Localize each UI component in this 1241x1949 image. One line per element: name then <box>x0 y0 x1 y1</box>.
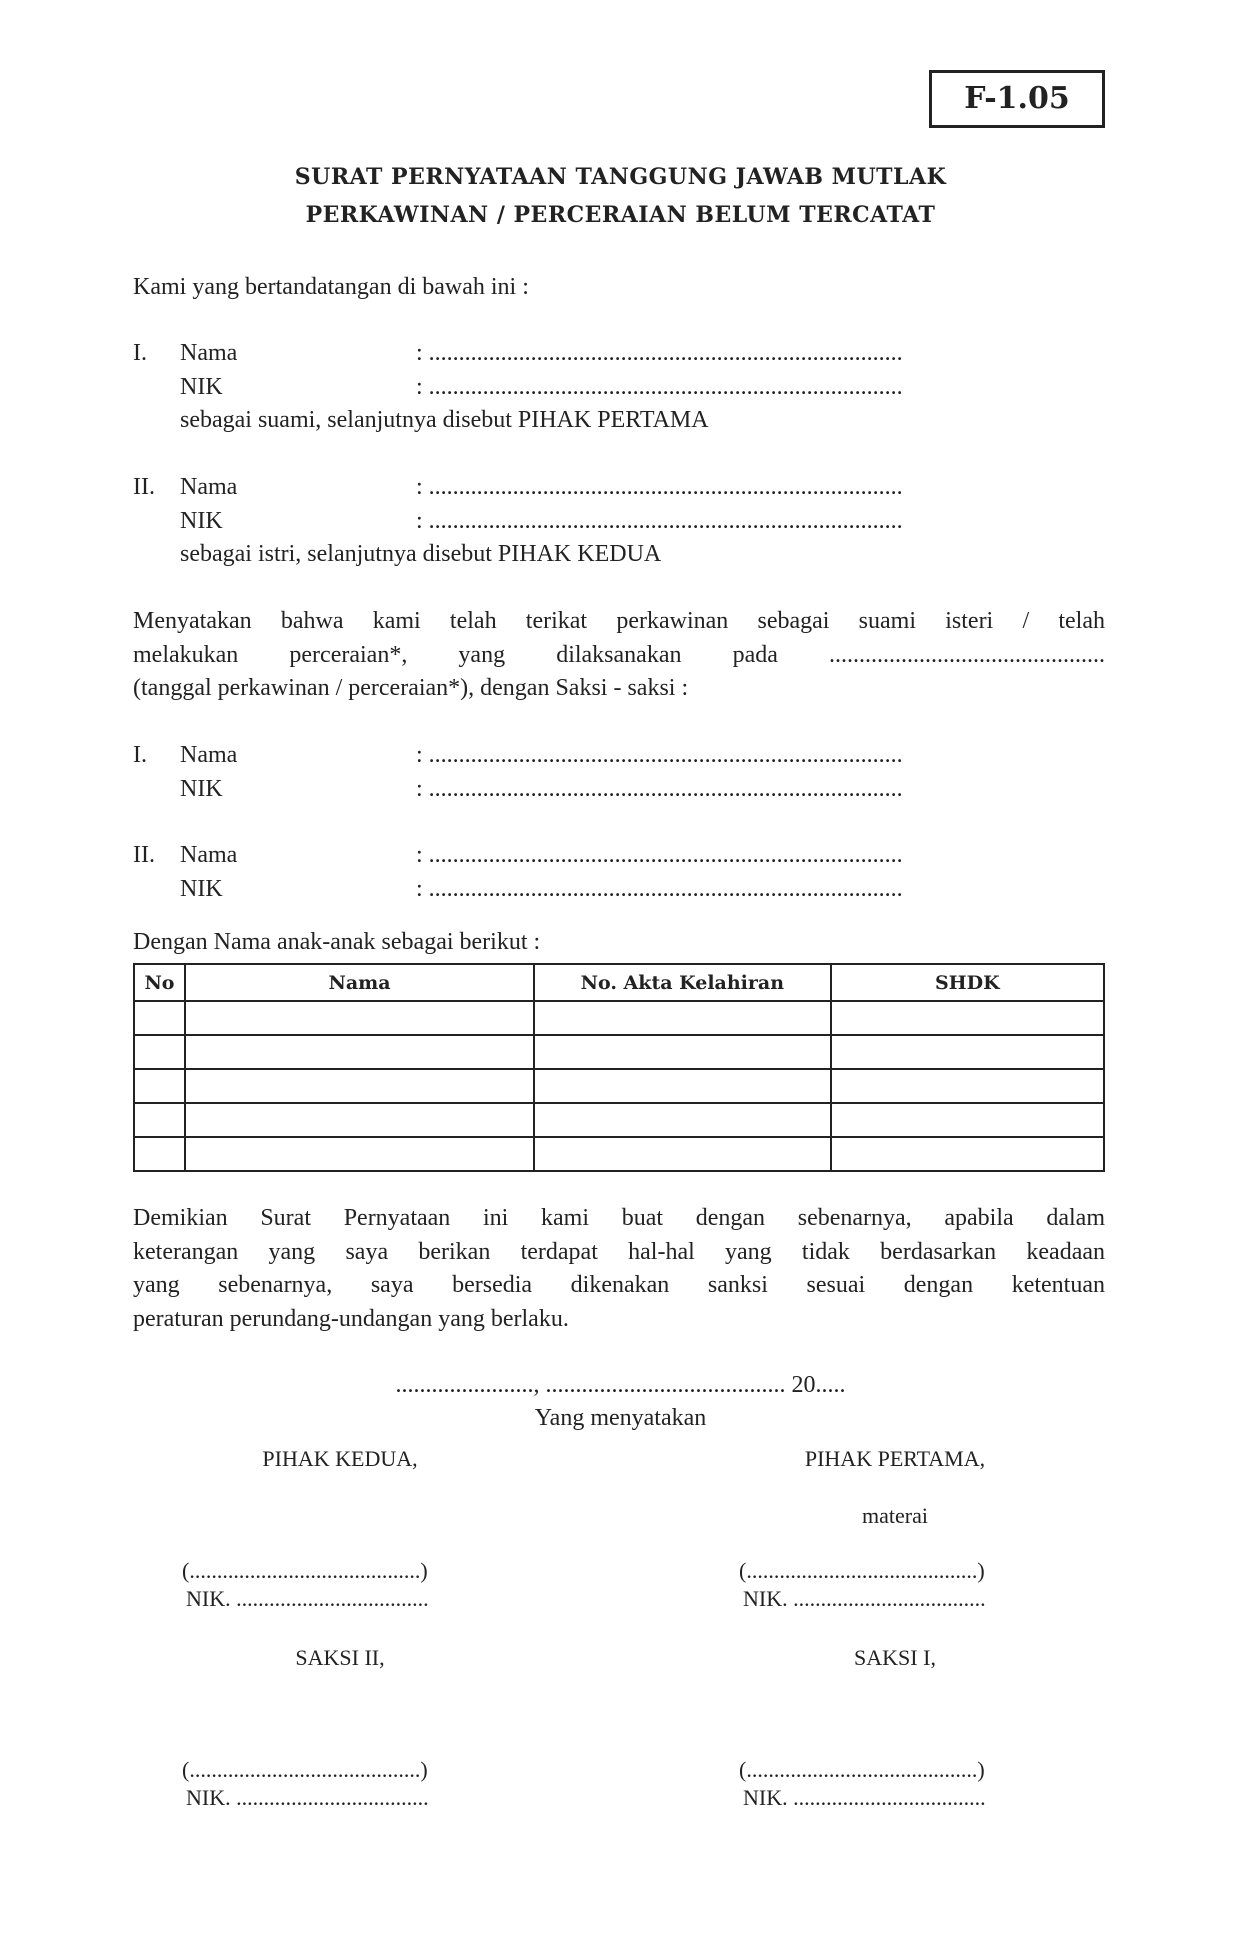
column-header-no: No <box>134 964 185 1001</box>
table-cell[interactable] <box>534 1001 830 1035</box>
page-title-line-1: SURAT PERNYATAAN TANGGUNG JAWAB MUTLAK <box>294 164 947 190</box>
party-2-nik-row <box>133 506 1063 536</box>
table-cell[interactable] <box>185 1035 534 1069</box>
witness-1-nik-label: NIK <box>180 776 223 802</box>
party-2-role: sebagai istri, selanjutnya disebut PIHAK KEDUA <box>180 541 662 567</box>
table-row <box>134 1137 1104 1171</box>
table-cell[interactable] <box>134 1001 185 1035</box>
table-cell[interactable] <box>831 1103 1104 1137</box>
party-1-nik-field[interactable]: : ............................................................................... <box>416 374 903 400</box>
party-2-name-label: Nama <box>180 474 238 500</box>
witness-1-nik-row <box>133 774 1063 804</box>
table-cell[interactable] <box>534 1035 830 1069</box>
witness-2-name-row <box>133 840 1063 870</box>
children-table <box>133 963 1105 1172</box>
page-title-line-2: PERKAWINAN / PERCERAIAN BELUM TERCATAT <box>305 202 936 228</box>
witness-1-nik-field[interactable]: : ............................................................................... <box>416 776 903 802</box>
witness-1-name-label: Nama <box>180 742 238 768</box>
closing-line: yang sebenarnya, saya bersedia dikenakan sanksi sesuai dengan ketentuan <box>133 1272 1105 1298</box>
party-1-nik-row <box>133 372 1063 402</box>
table-cell[interactable] <box>534 1069 830 1103</box>
party-1-name-row <box>133 338 1063 368</box>
pihak-kedua-nik-field[interactable]: NIK. ................................... <box>186 1586 429 1611</box>
witness-2-nik-label: NIK <box>180 876 223 902</box>
column-header-shdk: SHDK <box>831 964 1104 1001</box>
children-intro: Dengan Nama anak-anak sebagai berikut : <box>133 929 541 955</box>
witness-2-nik-row <box>133 874 1063 904</box>
pihak-pertama-nik-field[interactable]: NIK. ................................... <box>743 1586 986 1611</box>
witness-2-name-field[interactable]: : ............................................................................... <box>416 842 903 868</box>
saksi-2-label: SAKSI II, <box>295 1645 385 1670</box>
pihak-pertama-name-line[interactable]: (..........................................) <box>739 1558 985 1583</box>
party-1-number: I. <box>133 340 147 366</box>
column-header-akta: No. Akta Kelahiran <box>534 964 830 1001</box>
table-cell[interactable] <box>831 1035 1104 1069</box>
statement-line: (tanggal perkawinan / perceraian*), dengan Saksi - saksi : <box>133 675 689 701</box>
table-cell[interactable] <box>534 1103 830 1137</box>
table-cell[interactable] <box>185 1001 534 1035</box>
column-header-nama: Nama <box>185 964 534 1001</box>
table-row <box>134 1035 1104 1069</box>
party-1-name-label: Nama <box>180 340 238 366</box>
witness-1-name-row <box>133 740 1063 770</box>
intro-text: Kami yang bertandatangan di bawah ini : <box>133 274 529 300</box>
closing-line: keterangan yang saya berikan terdapat hal-hal yang tidak berdasarkan keadaan <box>133 1238 1105 1265</box>
party-1-nik-label: NIK <box>180 374 223 400</box>
closing-line: peraturan perundang-undangan yang berlaku. <box>133 1305 569 1332</box>
form-code: F-1.05 <box>929 70 1105 128</box>
table-cell[interactable] <box>134 1137 185 1171</box>
pihak-kedua-name-line[interactable]: (..........................................) <box>182 1558 428 1583</box>
saksi-2-name-line[interactable]: (..........................................) <box>182 1757 428 1782</box>
witness-2-number: II. <box>133 842 155 868</box>
saksi-1-name-line[interactable]: (..........................................) <box>739 1757 985 1782</box>
table-row <box>134 1103 1104 1137</box>
witness-2-name-label: Nama <box>180 842 238 868</box>
table-row <box>134 1001 1104 1035</box>
saksi-1-label: SAKSI I, <box>854 1645 936 1670</box>
pihak-kedua-label: PIHAK KEDUA, <box>262 1446 418 1471</box>
materai-stamp-label: materai <box>862 1503 928 1528</box>
declarant-label: Yang menyatakan <box>534 1405 707 1431</box>
table-cell[interactable] <box>134 1069 185 1103</box>
table-cell[interactable] <box>534 1137 830 1171</box>
table-row <box>134 1069 1104 1103</box>
closing-line: Demikian Surat Pernyataan ini kami buat dengan sebenarnya, apabila dalam <box>133 1205 1105 1231</box>
saksi-2-nik-field[interactable]: NIK. ................................... <box>186 1785 429 1810</box>
party-2-name-field[interactable]: : ............................................................................... <box>416 474 903 500</box>
table-cell[interactable] <box>831 1069 1104 1103</box>
statement-line: melakukan perceraian*, yang dilaksanakan pada .............................................. <box>133 641 1105 668</box>
party-1-name-field[interactable]: : ............................................................................... <box>416 340 903 366</box>
table-header-row <box>134 964 1104 1001</box>
party-2-number: II. <box>133 474 155 500</box>
statement-line: Menyatakan bahwa kami telah terikat perkawinan sebagai suami isteri / telah <box>133 608 1105 634</box>
witness-1-name-field[interactable]: : ............................................................................... <box>416 742 903 768</box>
table-cell[interactable] <box>831 1137 1104 1171</box>
table-cell[interactable] <box>134 1103 185 1137</box>
table-cell[interactable] <box>185 1103 534 1137</box>
pihak-pertama-label: PIHAK PERTAMA, <box>804 1446 986 1471</box>
closing-paragraph <box>133 1202 1105 1336</box>
saksi-1-nik-field[interactable]: NIK. ................................... <box>743 1785 986 1810</box>
party-2-nik-field[interactable]: : ............................................................................... <box>416 508 903 534</box>
table-cell[interactable] <box>185 1137 534 1171</box>
table-cell[interactable] <box>831 1001 1104 1035</box>
statement-paragraph <box>133 605 1105 706</box>
witness-1-number: I. <box>133 742 147 768</box>
witness-2-nik-field[interactable]: : ............................................................................... <box>416 876 903 902</box>
party-2-name-row <box>133 472 1063 502</box>
table-cell[interactable] <box>134 1035 185 1069</box>
party-1-role: sebagai suami, selanjutnya disebut PIHAK PERTAMA <box>180 407 709 433</box>
party-2-nik-label: NIK <box>180 508 223 534</box>
table-cell[interactable] <box>185 1069 534 1103</box>
place-date-field[interactable]: ......................., ........................................ 20..... <box>395 1372 846 1398</box>
